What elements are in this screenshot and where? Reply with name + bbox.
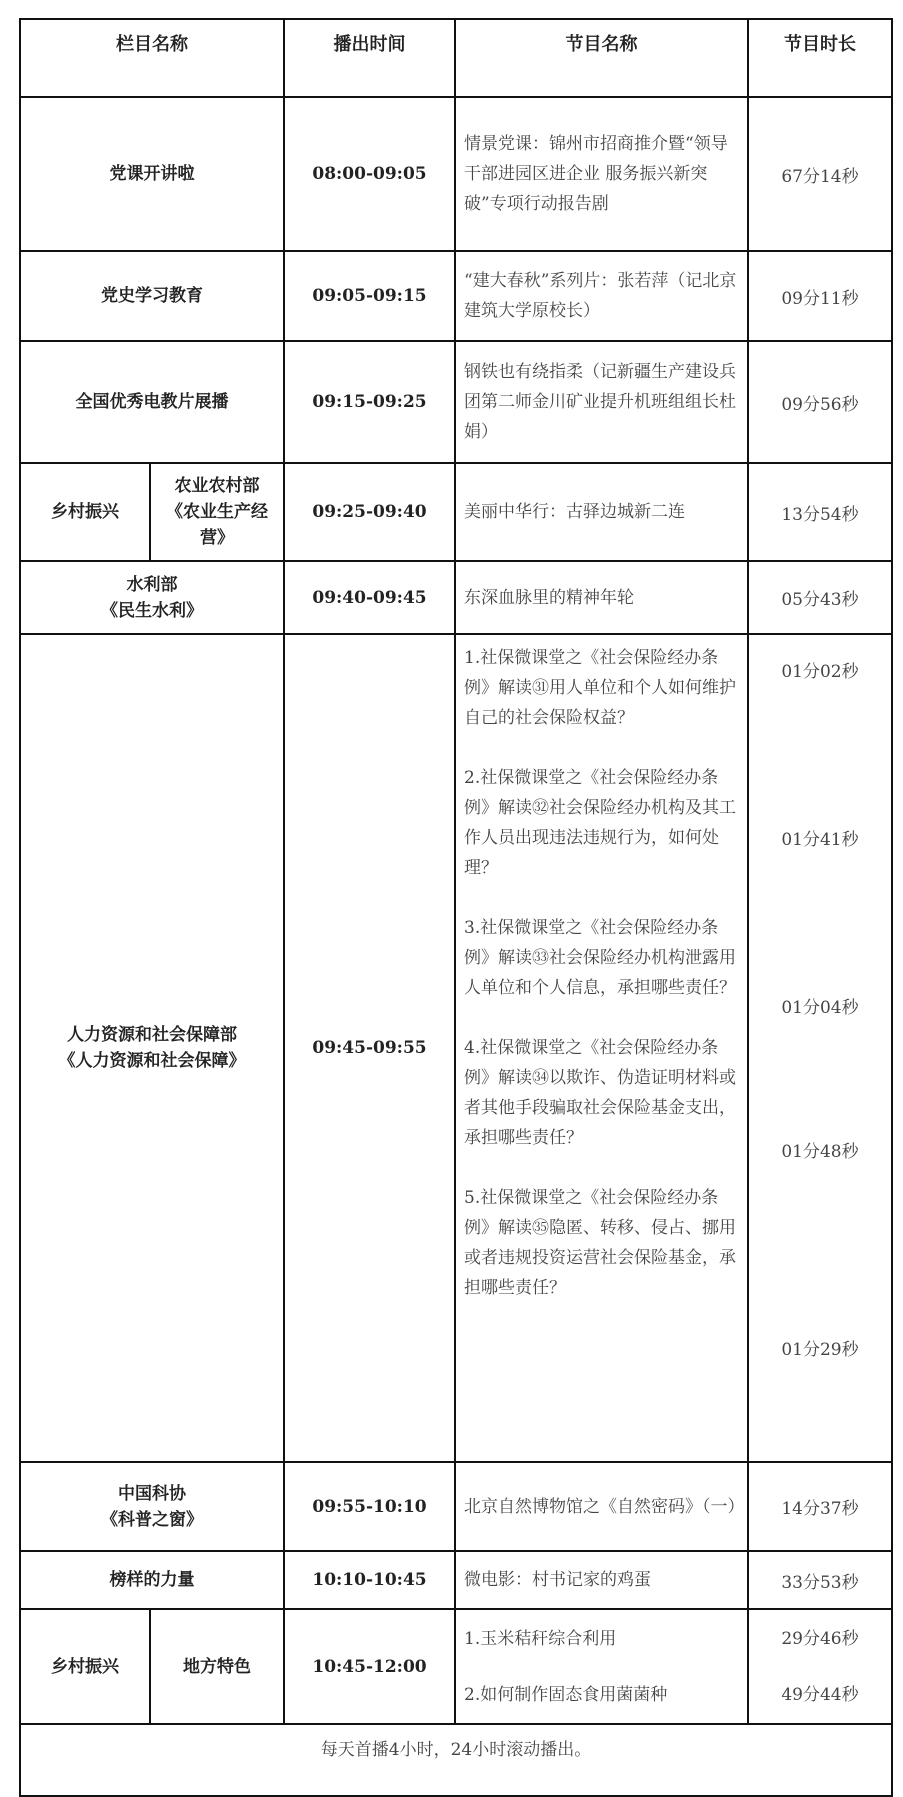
duration-item: 01分29秒 (781, 1340, 859, 1360)
time-cell: 09:25-09:40 (284, 463, 455, 561)
program-cell (455, 634, 748, 1462)
program-item: 1.玉米秸秆综合利用 (464, 1628, 617, 1649)
table-row (20, 634, 892, 1462)
duration-cell: 33分53秒 (748, 1551, 892, 1609)
column-name: 水利部 (126, 574, 178, 595)
program-item: 2.如何制作固态食用菌菌种 (464, 1684, 668, 1705)
header-row (20, 19, 892, 97)
column-cell: 党史学习教育 (20, 251, 284, 341)
header-duration: 节目时长 (748, 19, 892, 97)
program-item: 1.社保微课堂之《社会保险经办条例》解读㉛用人单位和个人如何维护自己的社会保险权益？ (464, 648, 736, 728)
column-subtitle: 《民生水利》 (101, 600, 203, 621)
duration-item: 01分02秒 (781, 662, 859, 682)
duration-cell: 14分37秒 (748, 1462, 892, 1551)
table-row (20, 341, 892, 463)
table-row (20, 97, 892, 251)
program-item: 3.社保微课堂之《社会保险经办条例》解读㉝社会保险经办机构泄露用人单位和个人信息，承担哪些责任？ (464, 918, 736, 998)
time-cell: 09:15-09:25 (284, 341, 455, 463)
sub-column-cell: 农业农村部《农业生产经营》 (150, 463, 284, 561)
duration-cell: 13分54秒 (748, 463, 892, 561)
column-name: 中国科协 (118, 1483, 186, 1504)
table-row (20, 1462, 892, 1551)
program-cell: 美丽中华行：古驿边城新二连 (455, 463, 748, 561)
duration-cell: 09分56秒 (748, 341, 892, 463)
time-cell: 10:10-10:45 (284, 1551, 455, 1609)
column-cell: 党课开讲啦 (20, 97, 284, 251)
table-row (20, 1551, 892, 1609)
duration-cell (748, 634, 892, 1462)
table-row (20, 561, 892, 634)
duration-item: 01分04秒 (781, 998, 859, 1018)
table-row (20, 1609, 892, 1724)
table-row (20, 251, 892, 341)
column-cell: 全国优秀电教片展播 (20, 341, 284, 463)
program-cell: 钢铁也有绕指柔（记新疆生产建设兵团第二师金川矿业提升机班组组长杜娟） (455, 341, 748, 463)
duration-cell: 09分11秒 (748, 251, 892, 341)
time-cell: 09:45-09:55 (284, 634, 455, 1462)
column-cell (20, 561, 284, 634)
program-item: 2.社保微课堂之《社会保险经办条例》解读㉜社会保险经办机构及其工作人员出现违法违规行为，如何处理？ (464, 768, 736, 878)
sub-column-cell: 地方特色 (150, 1609, 284, 1724)
column-cell: 榜样的力量 (20, 1551, 284, 1609)
time-cell: 09:05-09:15 (284, 251, 455, 341)
program-item: 5.社保微课堂之《社会保险经办条例》解读㉟隐匿、转移、侵占、挪用或者违规投资运营社会保险基金，承担哪些责任？ (464, 1188, 736, 1298)
duration-cell: 67分14秒 (748, 97, 892, 251)
column-cell: 乡村振兴 (20, 463, 150, 561)
duration-item: 49分44秒 (781, 1684, 859, 1705)
duration-cell (748, 1609, 892, 1724)
column-subtitle: 《人力资源和社会保障》 (58, 1051, 246, 1071)
program-cell: “建大春秋”系列片：张若萍（记北京建筑大学原校长） (455, 251, 748, 341)
duration-item: 29分46秒 (781, 1628, 859, 1649)
header-time: 播出时间 (284, 19, 455, 97)
column-cell (20, 1462, 284, 1551)
header-program: 节目名称 (455, 19, 748, 97)
column-cell (20, 634, 284, 1462)
footer-note: 每天首播4小时，24小时滚动播出。 (20, 1724, 892, 1796)
duration-cell: 05分43秒 (748, 561, 892, 634)
program-cell: 情景党课：锦州市招商推介暨“领导干部进园区进企业 服务振兴新突破”专项行动报告剧 (455, 97, 748, 251)
footer-row (20, 1724, 892, 1796)
time-cell: 09:40-09:45 (284, 561, 455, 634)
program-cell: 北京自然博物馆之《自然密码》（一） (455, 1462, 748, 1551)
program-cell (455, 1609, 748, 1724)
table-row (20, 463, 892, 561)
duration-item: 01分41秒 (781, 830, 859, 850)
time-cell: 10:45-12:00 (284, 1609, 455, 1724)
program-item: 4.社保微课堂之《社会保险经办条例》解读㉞以欺诈、伪造证明材料或者其他手段骗取社会保险基金支出，承担哪些责任？ (464, 1038, 736, 1148)
program-cell: 微电影：村书记家的鸡蛋 (455, 1551, 748, 1609)
schedule-table (19, 18, 893, 1797)
time-cell: 08:00-09:05 (284, 97, 455, 251)
column-subtitle: 《科普之窗》 (101, 1509, 203, 1530)
header-column: 栏目名称 (20, 19, 284, 97)
program-cell: 东深血脉里的精神年轮 (455, 561, 748, 634)
column-name: 人力资源和社会保障部 (67, 1025, 237, 1045)
duration-item: 01分48秒 (781, 1142, 859, 1162)
time-cell: 09:55-10:10 (284, 1462, 455, 1551)
column-cell: 乡村振兴 (20, 1609, 150, 1724)
